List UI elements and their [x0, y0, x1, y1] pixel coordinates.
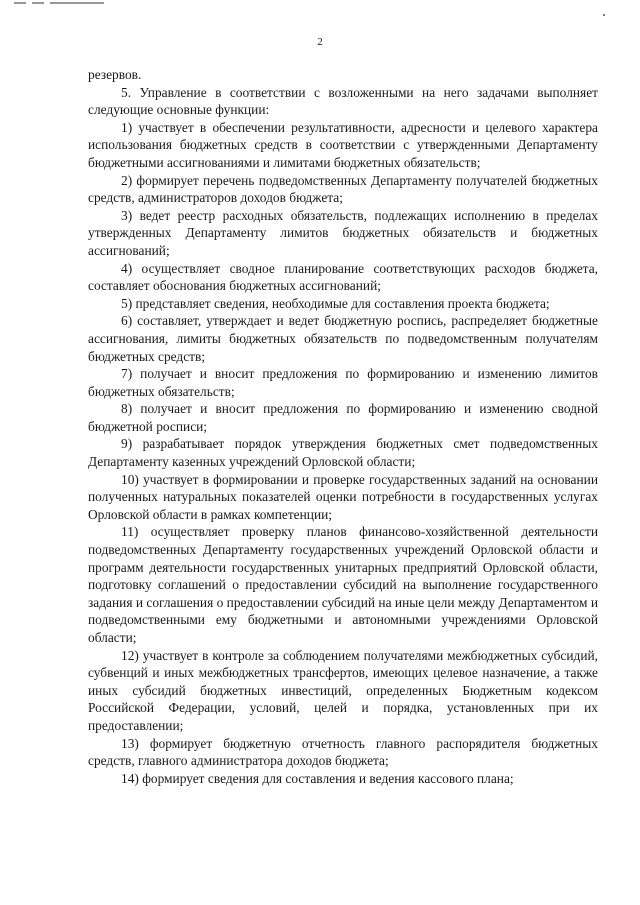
paragraph: 10) участвует в формировании и проверке государственных заданий на основании полученных натуральных показателей оценки потребности в государственных услугах Орловской области в рамках компетенции; — [88, 471, 598, 522]
paragraph: 14) формирует сведения для составления и ведения кассового плана; — [121, 770, 514, 786]
paragraph: 7) получает и вносит предложения по формированию и изменению лимитов бюджетных обязательств; — [88, 366, 598, 399]
paragraph: 5) представляет сведения, необходимые для составления проекта бюджета; — [121, 295, 550, 311]
document-body — [88, 66, 598, 787]
scan-artifact-top — [14, 2, 104, 4]
page-number: 2 — [317, 36, 323, 48]
paragraph: 2) формирует перечень подведомственных Департаменту получателей бюджетных средств, администраторов доходов бюджета; — [88, 172, 598, 206]
paragraph: 13) формирует бюджетную отчетность главного распорядителя бюджетных средств, главного администратора доходов бюджета; — [88, 735, 598, 769]
paragraph: 9) разрабатывает порядок утверждения бюджетных смет подведомственных Департаменту казенных учреждений Орловской области; — [88, 436, 598, 470]
scan-artifact-dot — [603, 14, 605, 16]
paragraph: 5. Управление в соответствии с возложенными на него задачами выполняет следующие основные функции: — [88, 84, 598, 118]
paragraph: 1) участвует в обеспечении результативности, адресности и целевого характера использования бюджетных средств в соответствии с утвержденными Департаменту бюджетными ассигнованиями и лимитами бюджетных обязательств; — [88, 119, 598, 170]
paragraph: 4) осуществляет сводное планирование соответствующих расходов бюджета, составляет обоснования бюджетных ассигнований; — [88, 260, 598, 294]
paragraph: 8) получает и вносит предложения по формированию и изменению сводной бюджетной росписи; — [88, 401, 598, 434]
paragraph: резервов. — [88, 67, 142, 82]
paragraph: 12) участвует в контроле за соблюдением получателями межбюджетных субсидий, субвенций и иных межбюджетных трансфертов, имеющих целевое назначение, а также иных субсидий бюджетных инвестиций, определенных Бюджетным кодексом Российской Федерации, условий, целей и порядка, установленных при их предоставлении; — [88, 647, 598, 733]
paragraph: 3) ведет реестр расходных обязательств, подлежащих исполнению в пределах утвержденных Департаменту лимитов бюджетных обязательств и бюджетных ассигнований; — [88, 207, 598, 258]
paragraph: 6) составляет, утверждает и ведет бюджетную роспись, распределяет бюджетные ассигнования, лимиты бюджетных обязательств по подведомственным получателям бюджетных средств; — [88, 313, 598, 364]
paragraph: 11) осуществляет проверку планов финансово-хозяйственной деятельности подведомственных Департаменту государственных учреждений Орловской области и программ деятельности государственных унитарных предприятий Орловской области, подготовку соглашений о предоставлении субсидий на выполнение государственного задания и соглашения о предоставлении субсидий на иные цели между Департаментом и подведомственными ему бюджетными и автономными учреждениями Орловской области; — [88, 524, 598, 645]
